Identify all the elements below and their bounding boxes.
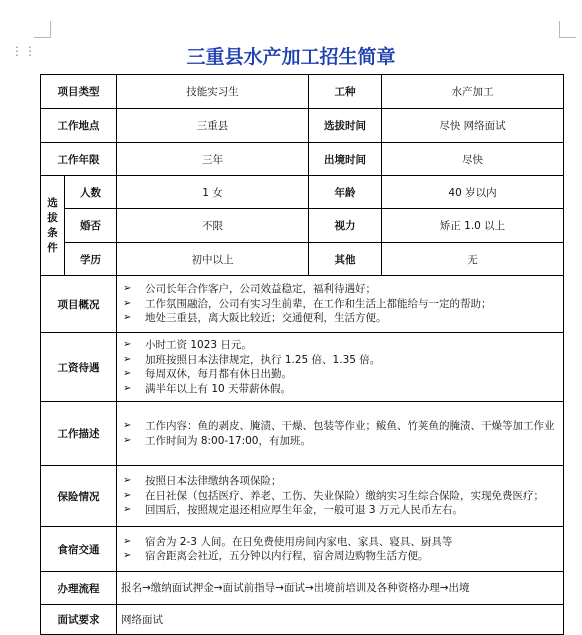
process-text: 报名→缴纳面试押金→面试前指导→面试→出境前培训及各种资格办理→出境 — [117, 572, 564, 605]
lodging-label: 食宿交通 — [41, 527, 117, 572]
drag-handle-icon[interactable]: ⋮⋮ — [11, 44, 37, 58]
years-label: 工作年限 — [41, 143, 117, 176]
other-value: 无 — [382, 243, 564, 276]
list-item: ➢ 宿舍为 2-3 人间。在日免费使用房间内家电、家具、寝具、厨具等 — [121, 535, 559, 550]
list-item: ➢ 工作内容：鱼的剥皮、腌渍、干燥、包装等作业；鲅鱼、竹荚鱼的腌渍、干燥等加工作业 — [121, 419, 559, 434]
table-row — [41, 243, 564, 276]
project-type-label: 项目类型 — [41, 75, 117, 109]
list-item: ➢ 地处三重县，离大阪比较近；交通便利，生活方便。 — [121, 311, 559, 326]
page-corner-mark-right — [559, 21, 576, 38]
table-row — [41, 402, 564, 466]
list-item: ➢ 满半年以上有 10 天带薪休假。 — [121, 382, 559, 397]
education-value: 初中以上 — [117, 243, 309, 276]
table-row — [41, 209, 564, 243]
overview-list — [121, 282, 559, 326]
interview-label: 面试要求 — [41, 605, 117, 635]
overview-content — [117, 276, 564, 333]
location-label: 工作地点 — [41, 109, 117, 143]
table-row — [41, 276, 564, 333]
lodging-content — [117, 527, 564, 572]
work-label: 工作描述 — [41, 402, 117, 466]
list-item: ➢ 工作时间为 8:00-17:00，有加班。 — [121, 434, 559, 449]
list-item: ➢ 加班按照日本法律规定，执行 1.25 倍、1.35 倍。 — [121, 353, 559, 368]
eyesight-value: 矫正 1.0 以上 — [382, 209, 564, 243]
table-row — [41, 572, 564, 605]
eyesight-label: 视力 — [309, 209, 382, 243]
list-item: ➢ 小时工资 1023 日元。 — [121, 338, 559, 353]
lodging-list — [121, 535, 559, 564]
salary-list — [121, 338, 559, 396]
document-title: 三重县水产加工招生简章 — [186, 46, 396, 68]
table-row — [41, 527, 564, 572]
process-label: 办理流程 — [41, 572, 117, 605]
table-row — [41, 466, 564, 527]
table-row — [41, 605, 564, 635]
marital-label: 婚否 — [65, 209, 117, 243]
table-row — [41, 109, 564, 143]
location-value: 三重县 — [117, 109, 309, 143]
departure-time-label: 出境时间 — [309, 143, 382, 176]
trade-label: 工种 — [309, 75, 382, 109]
insurance-label: 保险情况 — [41, 466, 117, 527]
trade-value: 水产加工 — [382, 75, 564, 109]
conditions-label-text: 选 拔 条 件 — [47, 196, 58, 254]
table-row — [41, 143, 564, 176]
salary-label: 工资待遇 — [41, 333, 117, 402]
headcount-value: 1 女 — [117, 176, 309, 209]
departure-time-value: 尽快 — [382, 143, 564, 176]
age-label: 年龄 — [309, 176, 382, 209]
work-content — [117, 402, 564, 466]
list-item: ➢ 在日社保（包括医疗、养老、工伤、失业保险）缴纳实习生综合保险，实现免费医疗； — [121, 489, 559, 504]
list-item: ➢ 按照日本法律缴纳各项保险； — [121, 474, 559, 489]
other-label: 其他 — [309, 243, 382, 276]
insurance-list — [121, 474, 559, 518]
education-label: 学历 — [65, 243, 117, 276]
list-item: ➢ 每周双休，每月都有休日出勤。 — [121, 367, 559, 382]
work-list — [121, 419, 559, 448]
interview-text: 网络面试 — [117, 605, 564, 635]
list-item: ➢ 工作氛围融洽，公司有实习生前辈，在工作和生活上都能给与一定的帮助； — [121, 297, 559, 312]
table-row — [41, 75, 564, 109]
list-item: ➢ 宿舍距离会社近，五分钟以内行程，宿舍周边购物生活方便。 — [121, 549, 559, 564]
list-item: ➢ 回国后，按照规定退还相应厚生年金，一般可退 3 万元人民币左右。 — [121, 503, 559, 518]
headcount-label: 人数 — [65, 176, 117, 209]
selection-time-value: 尽快 网络面试 — [382, 109, 564, 143]
page-corner-mark-left — [34, 21, 51, 38]
overview-label: 项目概况 — [41, 276, 117, 333]
conditions-label — [41, 176, 65, 276]
table-row — [41, 176, 564, 209]
salary-content — [117, 333, 564, 402]
selection-time-label: 选拔时间 — [309, 109, 382, 143]
years-value: 三年 — [117, 143, 309, 176]
table-row — [41, 333, 564, 402]
insurance-content — [117, 466, 564, 527]
marital-value: 不限 — [117, 209, 309, 243]
age-value: 40 岁以内 — [382, 176, 564, 209]
project-type-value: 技能实习生 — [117, 75, 309, 109]
recruitment-table — [40, 74, 564, 635]
list-item: ➢ 公司长年合作客户，公司效益稳定，福利待遇好； — [121, 282, 559, 297]
